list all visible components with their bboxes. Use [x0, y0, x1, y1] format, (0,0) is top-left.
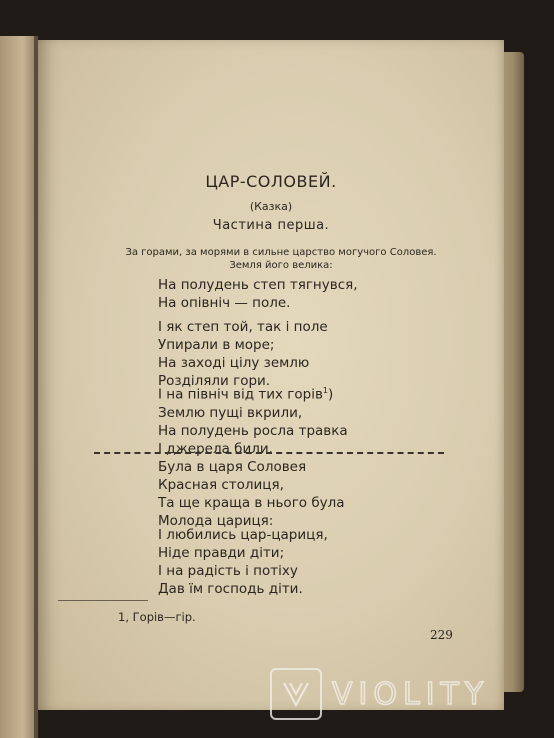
verse-line: Була в царя Соловея — [158, 459, 307, 475]
violity-logo-icon — [270, 668, 322, 720]
verse-line: На полудень росла травка — [158, 422, 348, 439]
watermark — [270, 668, 540, 720]
poem-subtitle: (Казка) — [249, 200, 293, 213]
page-number: 229 — [430, 628, 453, 642]
verse-line: І на радість і потіху — [158, 563, 298, 579]
stanza-5 — [158, 526, 328, 598]
verse-line: І джерела били. — [158, 440, 273, 457]
verse-line: На заході цілу землю — [158, 355, 310, 371]
footnote-rule — [58, 600, 148, 601]
verse-line: Розділяли гори. — [158, 373, 271, 389]
intro-paragraph — [96, 246, 466, 272]
verse-line: Ніде правди діти; — [158, 545, 285, 561]
verse-line: На полудень степ тягнувся, — [158, 277, 358, 293]
stanza-4 — [158, 458, 345, 530]
verse-line: Та ще краща в нього була — [158, 495, 345, 511]
intro-line: Земля його велика: — [229, 260, 333, 271]
poem-title: ЦАР-СОЛОВЕЙ. — [205, 172, 337, 191]
left-page-edge — [0, 36, 38, 738]
footnote: 1, Горів—гір. — [118, 610, 196, 624]
verse-line: І любились цар-цариця, — [158, 527, 328, 543]
stanza-2 — [158, 318, 328, 390]
verse-line: Землю пущі вкрили, — [158, 404, 303, 421]
verse-line: І на північ від тих горів$^1$) — [158, 386, 334, 403]
verse-line: На опівніч — поле. — [158, 295, 291, 311]
verse-line-text: І на північ від тих горів — [158, 386, 323, 403]
verse-line: Упирали в море; — [158, 337, 275, 353]
verse-line: Молода цариця: — [158, 513, 274, 529]
book-page — [38, 40, 504, 710]
part-heading: Частина перша. — [212, 218, 330, 233]
intro-line: За горами, за морями в сильне царство могучого Соловея. — [125, 247, 437, 258]
watermark-text: VIOLITY — [332, 676, 490, 712]
stanza-1 — [158, 276, 358, 312]
footnote-marker: 1 — [118, 610, 126, 624]
footnote-text: Горів—гір. — [132, 610, 196, 624]
verse-line: Красная столиця, — [158, 477, 284, 493]
dashed-divider — [94, 452, 444, 454]
stanza-3 — [158, 382, 348, 458]
verse-line: Дав їм господь діти. — [158, 581, 303, 597]
footnote-ref: 1 — [322, 386, 329, 395]
verse-line: І як степ той, так і поле — [158, 319, 328, 335]
